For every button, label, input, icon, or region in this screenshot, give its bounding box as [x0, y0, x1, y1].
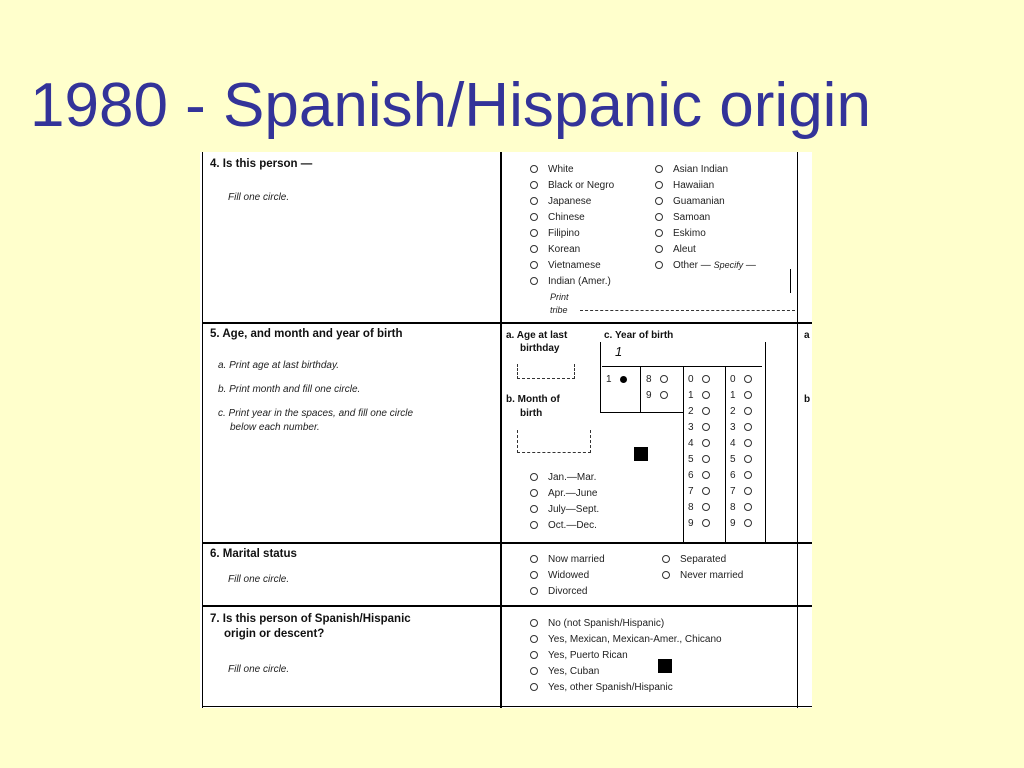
q4-option[interactable]: Aleut [655, 244, 696, 255]
q6-option[interactable]: Now married [530, 554, 605, 565]
year-grid-bottom [600, 412, 683, 413]
q4-option[interactable]: Japanese [530, 196, 591, 207]
q7-instruction: Fill one circle. [228, 664, 290, 675]
year-digit-option[interactable]: 5 [688, 454, 720, 465]
year-grid-divider-1 [640, 366, 641, 412]
year-digit-option[interactable]: 8 [730, 502, 762, 513]
year-digit-option[interactable]: 0 [730, 374, 762, 385]
edge-label-b: b [804, 394, 811, 405]
year-digit-option[interactable]: 9 [688, 518, 720, 529]
year-digit-option[interactable]: 1 [688, 390, 720, 401]
q7-option[interactable]: Yes, Puerto Rican [530, 650, 628, 661]
q5-year-prefix: 1 [615, 344, 623, 359]
q4-option[interactable]: Asian Indian [655, 164, 728, 175]
q4-option[interactable]: Guamanian [655, 196, 725, 207]
form-divider-vertical [500, 152, 502, 708]
q4-option[interactable]: Korean [530, 244, 580, 255]
year-digit-option[interactable]: 7 [730, 486, 762, 497]
q5-age-label: a. Age at last [506, 330, 568, 341]
q5-instruction-a: a. Print age at last birthday. [218, 360, 339, 371]
q5-month-label: b. Month of [506, 394, 560, 405]
q6-instruction: Fill one circle. [228, 574, 290, 585]
year-digit-option[interactable]: 2 [688, 406, 720, 417]
q4-option[interactable]: Eskimo [655, 228, 706, 239]
q4-label: 4. Is this person — [210, 158, 313, 170]
q5-month-option[interactable]: Jan.—Mar. [530, 472, 596, 483]
q6-option[interactable]: Divorced [530, 586, 587, 597]
year-digit-option[interactable]: 6 [730, 470, 762, 481]
q7-option[interactable]: Yes, Cuban [530, 666, 599, 677]
q6-option[interactable]: Never married [662, 570, 743, 581]
q6-label: 6. Marital status [210, 548, 297, 560]
year-digit-option[interactable]: 2 [730, 406, 762, 417]
q5-instruction-c1: c. Print year in the spaces, and fill one circle [218, 408, 414, 419]
q5-month-option[interactable]: Apr.—June [530, 488, 597, 499]
q6-option[interactable]: Widowed [530, 570, 589, 581]
q5-month-label-2: birth [520, 408, 543, 419]
year-grid-divider-2 [683, 366, 684, 542]
q7-option[interactable]: Yes, Mexican, Mexican-Amer., Chicano [530, 634, 722, 645]
year-digit-option[interactable]: 8 [646, 374, 678, 385]
slide-title: 1980 - Spanish/Hispanic origin [30, 71, 871, 140]
q5-instruction-b: b. Print month and fill one circle. [218, 384, 361, 395]
q4-instruction: Fill one circle. [228, 192, 290, 203]
year-grid-divider-3 [725, 366, 726, 542]
form-right-divider [797, 152, 798, 708]
q7-label: 7. Is this person of Spanish/Hispanic [210, 613, 411, 625]
q5-month-entry[interactable] [517, 430, 591, 453]
q4-option[interactable]: Indian (Amer.) [530, 276, 611, 287]
q5-label: 5. Age, and month and year of birth [210, 328, 403, 340]
year-digit-option[interactable]: 1 [730, 390, 762, 401]
year-digit-option[interactable]: 8 [688, 502, 720, 513]
year-digit-1-selected[interactable]: 1 [606, 374, 627, 385]
q4-option[interactable]: Other — Specify — [655, 260, 756, 271]
form-bottom-border [202, 706, 812, 707]
q4-option[interactable]: Filipino [530, 228, 580, 239]
row-divider-q7 [202, 605, 812, 607]
q4-option[interactable]: Hawaiian [655, 180, 714, 191]
q7-label-2: origin or descent? [224, 628, 325, 640]
year-digit-option[interactable]: 9 [730, 518, 762, 529]
year-digit-option[interactable]: 7 [688, 486, 720, 497]
year-digit-option[interactable]: 3 [730, 422, 762, 433]
year-digit-option[interactable]: 0 [688, 374, 720, 385]
year-digit-option[interactable]: 9 [646, 390, 678, 401]
year-grid-top [602, 366, 762, 367]
q7-option[interactable]: No (not Spanish/Hispanic) [530, 618, 664, 629]
q4-option[interactable]: Black or Negro [530, 180, 614, 191]
q5-instruction-c2: below each number. [230, 422, 320, 433]
q5-age-label-2: birthday [520, 343, 560, 354]
q5-month-option[interactable]: Oct.—Dec. [530, 520, 597, 531]
q4-tribe-label: tribe [550, 305, 568, 315]
row-divider-q6 [202, 542, 812, 544]
year-digit-option[interactable]: 3 [688, 422, 720, 433]
alignment-mark [634, 447, 648, 461]
alignment-mark [658, 659, 672, 673]
row-divider-q5 [202, 322, 812, 324]
year-grid-right [765, 342, 766, 542]
year-digit-option[interactable]: 5 [730, 454, 762, 465]
q4-option[interactable]: White [530, 164, 574, 175]
q4-specify-arrow [790, 269, 791, 293]
q7-option[interactable]: Yes, other Spanish/Hispanic [530, 682, 673, 693]
census-form [200, 152, 812, 708]
year-grid-left [600, 342, 601, 412]
q5-month-option[interactable]: July—Sept. [530, 504, 599, 515]
q4-tribe-entry[interactable] [580, 310, 795, 311]
q6-option[interactable]: Separated [662, 554, 726, 565]
q5-year-label: c. Year of birth [604, 330, 674, 341]
form-left-border [202, 152, 203, 708]
year-digit-option[interactable]: 6 [688, 470, 720, 481]
q4-option[interactable]: Vietnamese [530, 260, 601, 271]
q4-option[interactable]: Chinese [530, 212, 585, 223]
q4-print-label: Print [550, 292, 569, 302]
q4-option[interactable]: Samoan [655, 212, 710, 223]
year-digit-option[interactable]: 4 [688, 438, 720, 449]
year-digit-option[interactable]: 4 [730, 438, 762, 449]
edge-label-a: a [804, 330, 810, 341]
q5-age-entry[interactable] [517, 364, 575, 379]
